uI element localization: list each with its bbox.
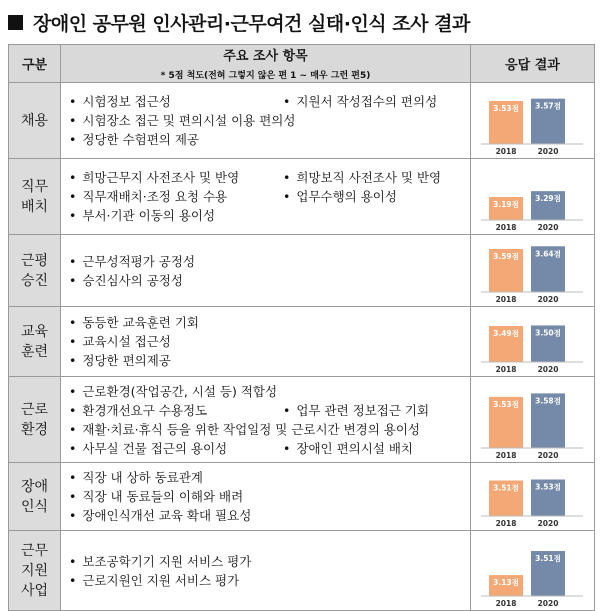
bar-category-label: 2020	[537, 598, 559, 608]
bullet-icon: •	[69, 334, 77, 349]
list-item	[69, 252, 195, 271]
list-item-text: 정당한 수험편의 제공	[82, 132, 199, 147]
list-item-text: 정당한 편의제공	[82, 353, 171, 368]
list-item-text: 업무 관련 정보접근 기회	[296, 402, 430, 418]
bar-value-label: 3.51점	[493, 483, 519, 492]
list-item	[69, 506, 251, 525]
row-category	[9, 235, 61, 307]
row-items	[61, 159, 471, 235]
bullet-icon: •	[69, 94, 77, 109]
list-item-text: 직장 내 상하 동료관계	[82, 470, 203, 485]
bar-value-label: 3.53점	[535, 482, 561, 491]
item-line	[69, 420, 464, 439]
table-row	[9, 377, 595, 463]
survey-table	[8, 44, 595, 611]
item-line	[69, 332, 464, 351]
bar-category-label: 2020	[537, 518, 559, 528]
bullet-icon: •	[283, 402, 291, 418]
header-items-title: 주요 조사 항목	[223, 49, 308, 64]
list-item	[283, 168, 441, 187]
header-category: 구분	[9, 45, 61, 83]
row-result-chart	[471, 83, 595, 159]
bar-value-label: 3.49점	[493, 328, 519, 338]
list-item	[69, 487, 243, 506]
item-line	[69, 271, 464, 290]
bar-category-label: 2018	[495, 294, 517, 304]
row-items	[61, 377, 471, 463]
item-line	[69, 111, 464, 130]
item-line	[69, 313, 464, 332]
list-item	[69, 313, 199, 332]
item-line	[69, 206, 464, 225]
list-item-text: 재활·치료·휴식 등을 위한 작업일정 및 근로시간 변경의 용이성	[82, 421, 421, 437]
list-item-text: 직장 내 동료들의 이해와 배려	[82, 489, 244, 504]
category-label-line: 지원	[20, 562, 49, 579]
list-item-text: 업무수행의 용이성	[296, 189, 397, 204]
bar-value-label: 3.51점	[535, 553, 561, 563]
bar-category-label: 2020	[537, 364, 559, 374]
list-item-text: 사무실 건물 접근의 용이성	[82, 440, 228, 456]
row-result-chart	[471, 307, 595, 377]
list-item	[69, 187, 283, 206]
item-line	[69, 468, 464, 487]
list-item-text: 동등한 교육훈련 기회	[82, 315, 199, 330]
bullet-icon: •	[69, 508, 77, 523]
list-item-text: 장애인 편의시설 배치	[296, 440, 413, 456]
list-item	[69, 332, 171, 351]
row-items	[61, 531, 471, 611]
list-item-text: 환경개선요구 수용정도	[82, 402, 208, 418]
row-items	[61, 235, 471, 307]
item-line	[69, 252, 464, 271]
list-item-text: 근로지원인 지원 서비스 평가	[82, 572, 240, 588]
table-row	[9, 463, 595, 531]
row-items	[61, 463, 471, 531]
list-item-text: 부서·기관 이동의 용이성	[82, 208, 216, 223]
category-label-line: 환경	[20, 421, 49, 438]
bullet-icon: •	[69, 253, 77, 269]
bar-value-label: 3.19점	[493, 199, 519, 209]
list-item	[283, 439, 413, 458]
bullet-icon: •	[69, 470, 77, 485]
list-item-text: 보조공학기기 지원 서비스 평가	[82, 553, 252, 569]
result-bar-chart	[471, 378, 593, 462]
result-bar-chart	[471, 160, 593, 234]
category-label-line: 채용	[20, 112, 49, 129]
list-item-text: 근로환경(작업공간, 시설 등) 적합성	[82, 383, 278, 399]
category-label-line: 근무	[20, 542, 49, 559]
row-items	[61, 307, 471, 377]
list-item	[69, 130, 199, 149]
bullet-icon: •	[69, 489, 77, 504]
list-item-text: 근무성적평가 공정성	[82, 253, 196, 269]
list-item-text: 장애인식개선 교육 확대 필요성	[82, 508, 252, 523]
item-line	[69, 382, 464, 401]
category-label-line: 배치	[20, 198, 49, 215]
title-square-icon	[8, 15, 23, 30]
result-bar-chart	[471, 84, 593, 158]
row-category	[9, 531, 61, 611]
list-item	[69, 206, 215, 225]
header-result: 응답 결과	[471, 45, 595, 83]
bullet-icon: •	[69, 208, 77, 223]
list-item-text: 희망보직 사전조사 및 반영	[296, 170, 442, 185]
bullet-icon: •	[69, 440, 77, 456]
bar-category-label: 2020	[537, 294, 559, 304]
result-bar-chart	[471, 532, 593, 610]
list-item	[283, 401, 429, 420]
list-item	[69, 571, 239, 590]
bar-value-label: 3.29점	[535, 193, 561, 203]
list-item	[69, 111, 295, 130]
bullet-icon: •	[283, 440, 291, 456]
list-item-text: 지원서 작성접수의 편의성	[296, 94, 438, 109]
bullet-icon: •	[69, 113, 77, 128]
bar-category-label: 2018	[495, 598, 517, 608]
bullet-icon: •	[69, 315, 77, 330]
category-label-line: 승진	[20, 272, 49, 289]
item-line	[69, 351, 464, 370]
list-item	[69, 401, 283, 420]
list-item	[69, 271, 183, 290]
header-items	[61, 45, 471, 83]
row-result-chart	[471, 463, 595, 531]
list-item	[283, 187, 397, 206]
row-result-chart	[471, 235, 595, 307]
list-item-text: 시험정보 접근성	[82, 94, 171, 109]
bullet-icon: •	[69, 383, 77, 399]
category-label-line: 장애	[20, 478, 49, 495]
table-row	[9, 531, 595, 611]
table-row	[9, 235, 595, 307]
table-row	[9, 159, 595, 235]
bar-category-label: 2018	[495, 450, 517, 460]
item-line	[69, 571, 464, 590]
item-line	[69, 130, 464, 149]
item-line	[69, 168, 464, 187]
bullet-icon: •	[69, 132, 77, 147]
list-item	[69, 168, 283, 187]
bar-value-label: 3.57점	[535, 101, 561, 111]
row-category	[9, 83, 61, 159]
bar-value-label: 3.53점	[493, 399, 519, 409]
category-label-line: 근로	[20, 401, 49, 418]
bullet-icon: •	[69, 353, 77, 368]
row-result-chart	[471, 159, 595, 235]
bar-value-label: 3.58점	[535, 395, 561, 405]
bar-category-label: 2018	[495, 222, 517, 232]
bar-value-label: 3.13점	[493, 577, 519, 587]
list-item	[283, 92, 437, 111]
list-item	[69, 420, 420, 439]
row-category	[9, 307, 61, 377]
row-items	[61, 83, 471, 159]
bar-value-label: 3.64점	[535, 248, 561, 258]
bullet-icon: •	[283, 170, 291, 185]
table-header-row	[9, 45, 595, 83]
item-line	[69, 187, 464, 206]
item-line	[69, 506, 464, 525]
header-items-scale-note: * 5점 척도(전혀 그렇지 않은 편 1 ~ 매우 그런 편5)	[160, 71, 371, 81]
list-item-text: 승진심사의 공정성	[82, 272, 183, 288]
bar-value-label: 3.53점	[493, 103, 519, 113]
list-item-text: 시험장소 접근 및 편의시설 이용 편의성	[82, 113, 296, 128]
table-row	[9, 307, 595, 377]
list-item	[69, 382, 277, 401]
row-category	[9, 377, 61, 463]
category-label-line: 근평	[20, 252, 49, 269]
category-label-line: 훈련	[20, 343, 49, 360]
list-item-text: 교육시설 접근성	[82, 334, 171, 349]
bar-value-label: 3.59점	[493, 251, 519, 261]
row-category	[9, 463, 61, 531]
bullet-icon: •	[283, 189, 291, 204]
table-row	[9, 83, 595, 159]
page-title	[8, 6, 470, 38]
bullet-icon: •	[69, 553, 77, 569]
bullet-icon: •	[69, 572, 77, 588]
title-text: 장애인 공무원 인사관리·근무여건 실태·인식 조사 결과	[33, 12, 470, 35]
result-bar-chart	[471, 464, 593, 530]
result-bar-chart	[471, 236, 593, 306]
bar-category-label: 2018	[495, 518, 517, 528]
result-bar-chart	[471, 308, 593, 376]
bullet-icon: •	[69, 402, 77, 418]
category-label-line: 직무	[20, 178, 49, 195]
row-category	[9, 159, 61, 235]
item-line	[69, 487, 464, 506]
list-item	[69, 552, 251, 571]
bar-category-label: 2018	[495, 364, 517, 374]
item-line	[69, 401, 464, 420]
list-item	[69, 351, 171, 370]
bullet-icon: •	[69, 272, 77, 288]
bar-value-label: 3.50점	[535, 327, 561, 337]
bar-category-label: 2020	[537, 450, 559, 460]
row-result-chart	[471, 531, 595, 611]
item-line	[69, 552, 464, 571]
list-item	[69, 468, 203, 487]
row-result-chart	[471, 377, 595, 463]
category-label-line: 인식	[20, 498, 49, 515]
category-label-line: 사업	[20, 582, 49, 599]
item-line	[69, 439, 464, 458]
bar-category-label: 2020	[537, 222, 559, 232]
bar-category-label: 2018	[495, 146, 517, 156]
bullet-icon: •	[69, 189, 77, 204]
list-item	[69, 92, 283, 111]
list-item	[69, 439, 283, 458]
bullet-icon: •	[283, 94, 291, 109]
bullet-icon: •	[69, 170, 77, 185]
bullet-icon: •	[69, 421, 77, 437]
list-item-text: 직무재배치·조정 요청 수용	[82, 189, 228, 204]
list-item-text: 희망근무지 사전조사 및 반영	[82, 170, 240, 185]
category-label-line: 교육	[20, 323, 49, 340]
item-line	[69, 92, 464, 111]
bar-category-label: 2020	[537, 146, 559, 156]
